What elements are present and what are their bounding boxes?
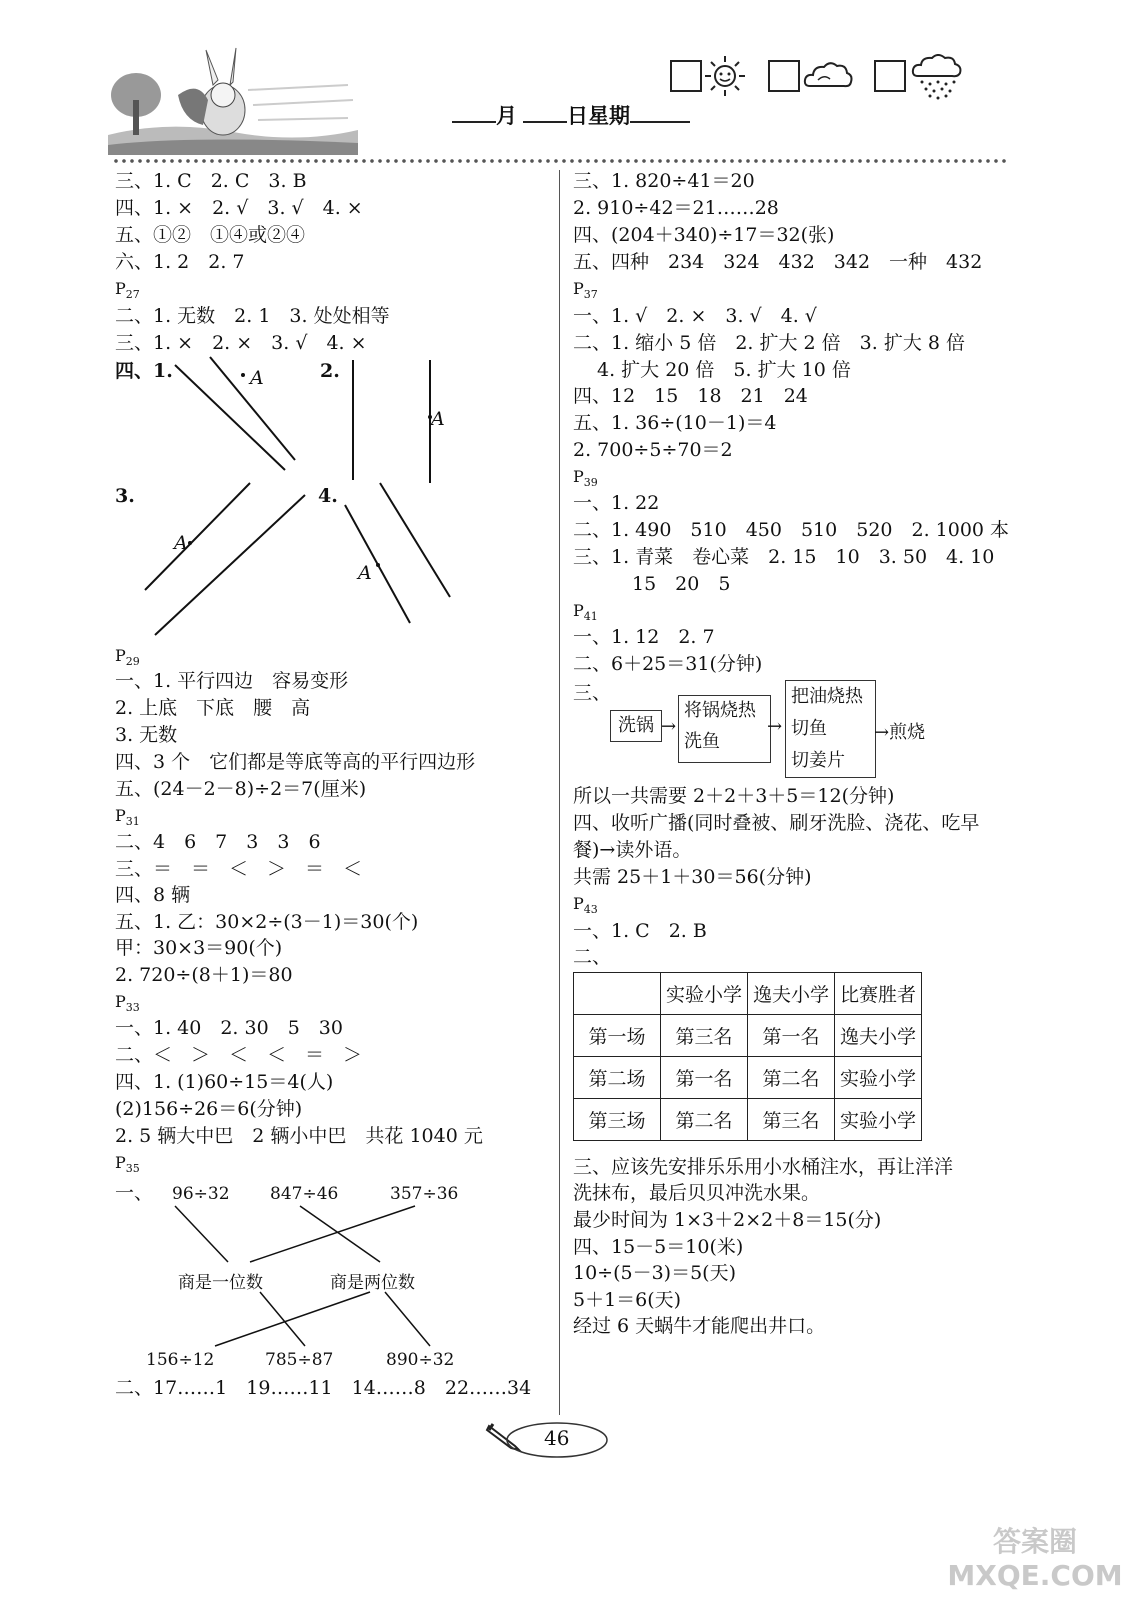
table-cell: 逸夫小学 (835, 1015, 922, 1057)
page-ref-p31: $P_{31}$ (115, 806, 140, 829)
parallel-lines-figure-3 (140, 475, 310, 640)
weekday-blank[interactable] (630, 121, 690, 123)
flow-end-fry: →煎烧 (874, 722, 926, 743)
right-line-3: 五、四种 234 324 432 342 一种 432 (573, 251, 983, 273)
right-line-18: 二、6＋25＝31(分钟) (573, 653, 763, 675)
left-line-7: 四、1. (115, 360, 173, 382)
left-line-8: 2. (320, 360, 340, 382)
page-ref-p29: $P_{29}$ (115, 646, 140, 669)
page-ref-p35: $P_{35}$ (115, 1153, 140, 1176)
table-cell: 第三名 (661, 1015, 748, 1057)
table-cell: 第三名 (748, 1099, 835, 1141)
watermark: 答案圈 MXQE.COM (947, 1525, 1123, 1592)
page-ref-p43: $P_{43}$ (573, 894, 598, 917)
left-line-21: 五、1. 乙：30×2÷(3－1)＝30(个) (115, 911, 419, 933)
right-line-12: 一、1. 22 (573, 492, 660, 514)
left-line-29: 2. 5 辆大中巴 2 辆小中巴 共花 1040 元 (115, 1125, 483, 1147)
page-ref-p27: $P_{27}$ (115, 279, 140, 302)
right-line-0: 三、1. 820÷41＝20 (573, 170, 755, 192)
left-line-20: 四、8 辆 (115, 884, 191, 906)
right-line-28: 洗抹布，最后贝贝冲洗水果。 (573, 1182, 821, 1204)
right-line-31: 10÷(5－3)＝5(天) (573, 1262, 737, 1284)
match-mid-0: 商是一位数 (178, 1273, 263, 1293)
left-line-10: 4. (318, 485, 338, 507)
flow-step-2-a: 将锅烧热 (684, 700, 756, 721)
left-line-23: 2. 720÷(8＋1)＝80 (115, 964, 293, 986)
page-ref-p37: $P_{37}$ (573, 279, 598, 302)
left-line-25: 一、1. 40 2. 30 5 30 (115, 1017, 343, 1039)
table-cell: 第二场 (574, 1057, 661, 1099)
rain-icon (910, 54, 964, 100)
right-line-21: 四、收听广播(同时叠被、刷牙洗脸、浇花、吃早 (573, 812, 980, 834)
weather-checkbox-rain[interactable] (874, 60, 906, 92)
match-mid-1: 商是两位数 (330, 1273, 415, 1293)
right-line-7: 4. 扩大 20 倍 5. 扩大 10 倍 (597, 359, 851, 381)
right-line-32: 5＋1＝6(天) (573, 1289, 682, 1311)
match-top-0: 96÷32 (172, 1184, 230, 1204)
point-a-label: A (431, 408, 445, 430)
parallel-lines-figure-4 (340, 475, 460, 625)
parallel-lines-figure-1 (165, 355, 315, 475)
right-line-23: 共需 25＋1＋30＝56(分钟) (573, 866, 812, 888)
table-cell: 实验小学 (835, 1057, 922, 1099)
date-line (452, 100, 690, 130)
cloud-icon (802, 58, 854, 94)
right-line-25: 一、1. C 2. B (573, 920, 707, 942)
page-ref-p33: $P_{33}$ (115, 992, 140, 1015)
flow-step-wash-wok: 洗锅 (610, 710, 662, 742)
flow-step-2-b: 洗鱼 (684, 731, 720, 752)
table-cell: 第二名 (661, 1099, 748, 1141)
right-line-8: 四、12 15 18 21 24 (573, 385, 808, 407)
right-line-29: 最少时间为 1×3＋2×2＋8＝15(分) (573, 1209, 882, 1231)
sun-icon (702, 54, 748, 98)
left-line-1: 四、1. × 2. √ 3. √ 4. × (115, 197, 363, 219)
left-line-13: 2. 上底 下底 腰 高 (115, 697, 311, 719)
rabbit-landscape-illustration (108, 40, 358, 155)
weather-checkbox-cloud[interactable] (768, 60, 800, 92)
left-line-6: 三、1. × 2. × 3. √ 4. × (115, 332, 367, 354)
flow-step-3-b: 切鱼 (791, 718, 827, 739)
table-cell: 第三场 (574, 1099, 661, 1141)
table-cell (574, 973, 661, 1015)
page-number: 46 (544, 1426, 570, 1450)
right-line-2: 四、(204＋340)÷17＝32(张) (573, 224, 835, 246)
table-cell: 实验小学 (661, 973, 748, 1015)
right-line-20: 所以一共需要 2＋2＋3＋5＝12(分钟) (573, 785, 895, 807)
month-label: 月 (496, 104, 517, 128)
right-line-1: 2. 910÷42＝21……28 (573, 197, 779, 219)
right-line-26: 二、 (573, 946, 612, 968)
table-row (574, 1057, 922, 1099)
table-cell: 逸夫小学 (748, 973, 835, 1015)
left-line-12: 一、1. 平行四边 容易变形 (115, 670, 349, 692)
page-ref-p41: $P_{41}$ (573, 601, 598, 624)
right-line-30: 四、15－5＝10(米) (573, 1236, 744, 1258)
left-line-2: 五、①② ①④或②④ (115, 224, 306, 246)
left-line-16: 五、(24－2－8)÷2＝7(厘米) (115, 778, 367, 800)
flow-arrow-icon: → (661, 716, 677, 737)
right-line-5: 一、1. √ 2. × 3. √ 4. √ (573, 305, 817, 327)
flow-step-2 (678, 695, 771, 763)
month-blank[interactable] (452, 121, 496, 123)
right-line-15: 15 20 5 (632, 573, 731, 595)
right-line-27: 三、应该先安排乐乐用小水桶注水，再让洋洋 (573, 1156, 954, 1178)
table-row (574, 1099, 922, 1141)
table-cell: 第一名 (748, 1015, 835, 1057)
match-bottom-2: 890÷32 (386, 1350, 455, 1370)
table-cell: 比赛胜者 (835, 973, 922, 1015)
point-a-label: A (250, 367, 264, 389)
right-line-17: 一、1. 12 2. 7 (573, 626, 715, 648)
right-line-6: 二、1. 缩小 5 倍 2. 扩大 2 倍 3. 扩大 8 倍 (573, 332, 966, 354)
left-line-28: (2)156÷26＝6(分钟) (115, 1098, 303, 1120)
header-divider-dots (112, 158, 1007, 164)
point-a-label: A (358, 562, 372, 584)
table-cell: 第一名 (661, 1057, 748, 1099)
right-line-19: 三、 (573, 682, 612, 704)
column-divider (559, 170, 560, 1415)
left-line-32: 二、17……1 19……11 14……8 22……34 (115, 1377, 532, 1399)
competition-table (573, 972, 922, 1141)
right-line-10: 2. 700÷5÷70＝2 (573, 439, 733, 461)
match-bottom-1: 785÷87 (265, 1350, 334, 1370)
day-blank[interactable] (523, 121, 567, 123)
flow-step-3-c: 切姜片 (791, 750, 845, 771)
left-line-9: 3. (115, 485, 135, 507)
table-row (574, 1015, 922, 1057)
right-line-22: 餐)→读外语。 (573, 839, 692, 861)
left-line-18: 二、4 6 7 3 3 6 (115, 831, 321, 853)
table-cell: 第二名 (748, 1057, 835, 1099)
right-line-14: 三、1. 青菜 卷心菜 2. 15 10 3. 50 4. 10 (573, 546, 995, 568)
left-line-31: 一、 (115, 1182, 154, 1204)
left-line-27: 四、1. (1)60÷15＝4(人) (115, 1071, 334, 1093)
point-a-label: A (174, 532, 188, 554)
match-bottom-0: 156÷12 (146, 1350, 215, 1370)
left-line-14: 3. 无数 (115, 724, 178, 746)
flow-step-3 (785, 680, 876, 778)
table-cell: 第一场 (574, 1015, 661, 1057)
left-line-0: 三、1. C 2. C 3. B (115, 170, 307, 192)
match-top-1: 847÷46 (270, 1184, 339, 1204)
right-line-9: 五、1. 36÷(10－1)＝4 (573, 412, 777, 434)
right-line-13: 二、1. 490 510 450 510 520 2. 1000 本 (573, 519, 1010, 541)
match-top-2: 357÷36 (390, 1184, 459, 1204)
left-line-3: 六、1. 2 2. 7 (115, 251, 245, 273)
matching-lines (140, 1200, 470, 1350)
flow-arrow-icon: → (767, 716, 783, 737)
right-line-33: 经过 6 天蜗牛才能爬出井口。 (573, 1315, 826, 1337)
left-line-5: 二、1. 无数 2. 1 3. 处处相等 (115, 305, 390, 327)
weather-checkbox-sun[interactable] (670, 60, 702, 92)
page-ref-p39: $P_{39}$ (573, 467, 598, 490)
left-line-19: 三、＝ ＝ ＜ ＞ ＝ ＜ (115, 858, 363, 880)
left-line-26: 二、＜ ＞ ＜ ＜ ＝ ＞ (115, 1044, 363, 1066)
day-label: 日星期 (567, 104, 630, 128)
left-line-22: 甲：30×3＝90(个) (115, 937, 283, 959)
flow-step-3-a: 把油烧热 (791, 686, 863, 707)
table-cell: 实验小学 (835, 1099, 922, 1141)
left-line-15: 四、3 个 它们都是等底等高的平行四边形 (115, 751, 476, 773)
table-header-row (574, 973, 922, 1015)
